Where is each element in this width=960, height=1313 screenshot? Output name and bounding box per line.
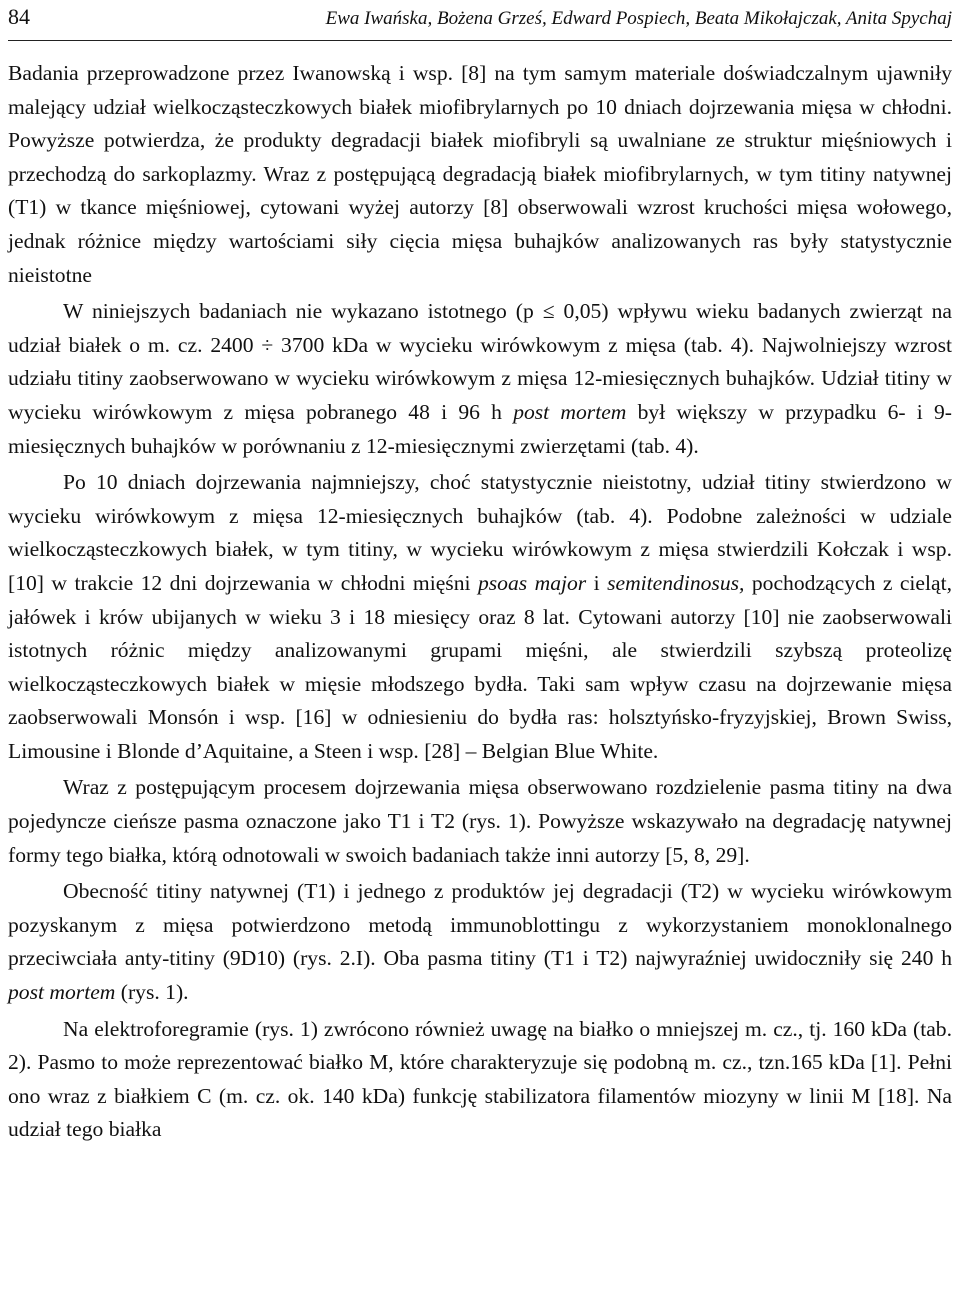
page-number: 84 [8, 4, 30, 29]
italic-term: psoas major [477, 570, 587, 595]
italic-term: post mortem [513, 399, 627, 424]
text-run: Wraz z postępującym procesem dojrzewania mięsa obserwowano rozdzielenie pasma titiny na dwa pojedyncze cieńsze pasma oznaczone jako T1 i T2 (rys. 1). Powyższe wskazywało na degradację natywnej formy tego białka, którą odnotowali w swoich badaniach także inni autorzy [5, 8, 29]. [8, 775, 952, 867]
text-run: był większy w przypadku 6- i 9-miesięcznych buhajków w porównaniu z 12-miesięcznymi zwierzętami (tab. 4). [8, 399, 953, 458]
page [8, 0, 952, 1147]
text-run: (rys. 1). [115, 980, 189, 1005]
text-run: Na elektroforegramie (rys. 1) zwrócono również uwagę na białko o mniejszej m. cz., tj. 160 kDa (tab. 2). Pasmo to może reprezentować białko M, które charakteryzuje się podobną m. cz., tzn.165 kDa [1]. Pełni ono wraz z białkiem C (m. cz. ok. 140 kDa) funkcję stabilizatora filamentów miozyny w linii M [18]. Na udział tego białka [8, 1016, 952, 1142]
text-run: Obecność titiny natywnej (T1) i jednego z produktów jej degradacji (T2) w wycieku wirówkowym pozyskanym z mięsa potwierdzono metodą immunoblottingu z wykorzystaniem monoklonalnego przeciwciała anty-titiny (9D10) (rys. 2.I). Oba pasma titiny (T1 i T2) najwyraźniej uwidoczniły się 240 h [8, 879, 952, 971]
italic-term: semitendinosus, [607, 570, 745, 595]
article-body [8, 57, 952, 1147]
page-header [8, 4, 952, 41]
paragraph [8, 771, 952, 872]
text-run: i [586, 570, 608, 595]
paragraph [8, 57, 952, 292]
text-run: W niniejszych badaniach nie wykazano istotnego (p ≤ 0,05) wpływu wieku badanych zwierząt na udział białek o m. cz. 2400 ÷ 3700 kDa w wycieku wirówkowym z mięsa (tab. 4). Najwolniejszy wzrost udziału titiny zaobserwowano w wycieku wirówkowym z mięsa 12-miesięcznych buhajków. Udział titiny w wycieku wirówkowym z mięsa pobranego 48 i 96 h [8, 299, 952, 424]
running-head-authors: Ewa Iwańska, Bożena Grześ, Edward Pospiech, Beata Mikołajczak, Anita Spychaj [325, 8, 952, 29]
paragraph [8, 295, 952, 463]
text-run: Badania przeprowadzone przez Iwanowską i wsp. [8] na tym samym materiale doświadczalnym ujawniły malejący udział wielkocząsteczkowych białek miofibrylarnych po 10 dniach dojrzewania mięsa w chłodni. Powyższe potwierdza, że produkty degradacji białek miofibryli są uwalniane ze struktur mięśniowych i przechodzą do sarkoplazmy. Wraz z postępującą degradacją białek miofibrylarnych, w tym titiny natywnej (T1) w tkance mięśniowej, cytowani wyżej autorzy [8] obserwowali wzrost kruchości mięsa wołowego, jednak różnice między wartościami siły cięcia mięsa buhajków analizowanych ras były statystycznie nieistotne [8, 61, 952, 287]
text-run: Po 10 dniach dojrzewania najmniejszy, choć statystycznie nieistotny, udział titiny stwierdzono w wycieku wirówkowym z mięsa 12-miesięcznych buhajków (tab. 4). Podobne zależności w udziale wielkocząsteczkowych białek, w tym titiny, w wycieku wirówkowym z mięsa stwierdzili Kołczak i wsp. [10] w trakcie 12 dni dojrzewania w chłodni mięśni [8, 470, 952, 595]
text-run: pochodzących z cieląt, jałówek i krów ubijanych w wieku 3 i 18 miesięcy oraz 8 lat. Cytowani autorzy [10] nie zaobserwowali istotnych różnic między analizowanymi grupami mięśni, ale stwierdzili szybszą proteolizę wielkocząsteczkowych białek w mięsie młodszego bydła. Taki sam wpływ czasu na dojrzewanie mięsa zaobserwowali Monsón i wsp. [16] w odniesieniu do bydła ras: holsztyńsko-fryzyjskiej, Brown Swiss, Limousine i Blonde d’Aquitaine, a Steen i wsp. [28] – Belgian Blue White. [8, 570, 953, 763]
paragraph [8, 875, 952, 1009]
italic-term: post mortem [8, 980, 116, 1005]
paragraph [8, 1013, 952, 1147]
paragraph [8, 466, 952, 768]
